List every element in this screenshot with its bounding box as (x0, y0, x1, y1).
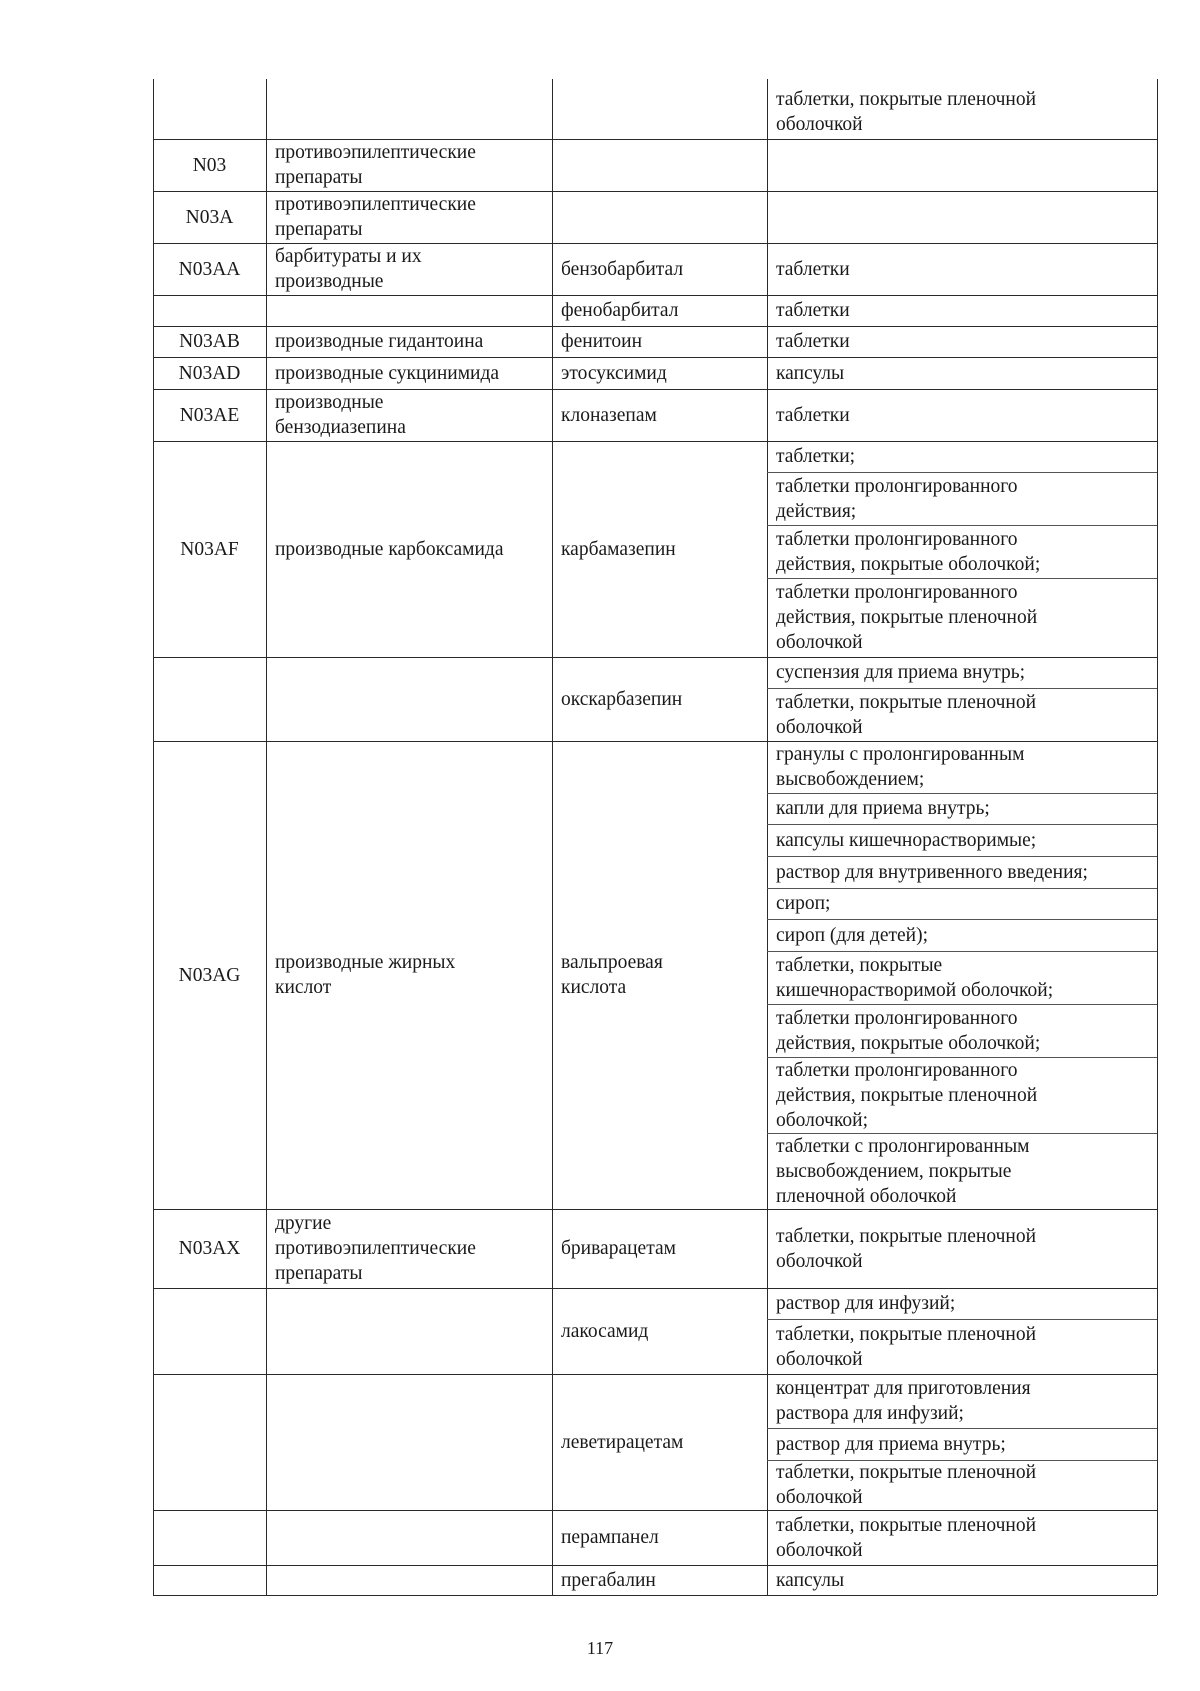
drug-name-cell (552, 1209, 767, 1288)
atc-code-cell (153, 1510, 266, 1565)
drug-name-cell-text: фенобарбитал (561, 300, 679, 321)
group-name-cell (266, 1288, 552, 1374)
drug-name-cell-text: леветирацетам (561, 1431, 684, 1453)
group-name-cell-text: производные бензодиазепина (275, 392, 406, 438)
atc-code-cell (153, 85, 266, 139)
group-name-cell (266, 389, 552, 441)
page-number: 117 (586, 1638, 614, 1658)
drug-name-cell (552, 1565, 767, 1595)
dosage-form-cell-text: таблетки пролонгированного действия; (776, 475, 1018, 522)
drug-name-cell (552, 326, 767, 357)
group-name-cell (266, 1565, 552, 1595)
dosage-form-cell-text: концентрат для приготовления раствора для инфузий; (776, 1378, 1031, 1424)
dosage-form-cell-text: капсулы (776, 1569, 845, 1591)
dosage-form-cell (767, 1288, 1157, 1319)
dosage-form-cell-text: сироп (для детей); (776, 924, 928, 946)
dosage-form-cell-text: сироп; (776, 893, 831, 914)
atc-code-cell (153, 357, 266, 389)
dosage-form-cell (767, 688, 1157, 741)
atc-code-cell (153, 139, 266, 191)
atc-code-cell (153, 389, 266, 441)
atc-code-cell (153, 191, 266, 243)
dosage-form-cell-text: капли для приема внутрь; (776, 798, 990, 819)
dosage-form-cell (767, 1133, 1157, 1209)
dosage-form-cell (767, 824, 1157, 856)
dosage-form-cell (767, 1057, 1157, 1133)
dosage-form-cell (767, 793, 1157, 824)
drug-name-cell (552, 741, 767, 1209)
atc-code-cell (153, 441, 266, 657)
drug-name-cell (552, 85, 767, 139)
drug-name-cell (552, 357, 767, 389)
atc-code-cell (153, 326, 266, 357)
drug-name-cell-text: бриварацетам (561, 1238, 676, 1259)
group-name-cell (266, 139, 552, 191)
group-name-cell (266, 1374, 552, 1510)
group-name-cell (266, 657, 552, 741)
dosage-form-cell-text: таблетки (776, 404, 850, 426)
dosage-form-cell-text: гранулы с пролонгированным высвобождением; (776, 744, 1025, 790)
group-name-cell (266, 357, 552, 389)
drug-name-cell (552, 441, 767, 657)
atc-code-cell-text: N03A (185, 206, 234, 228)
dosage-form-cell-text: таблетки пролонгированного действия, покрытые пленочной оболочкой; (776, 1059, 1038, 1131)
atc-code-cell-text: N03AF (180, 538, 239, 560)
dosage-form-cell (767, 525, 1157, 578)
group-name-cell (266, 1510, 552, 1565)
dosage-form-cell (767, 326, 1157, 357)
dosage-form-cell-text: таблетки; (776, 446, 856, 467)
dosage-form-cell-text: раствор для инфузий; (776, 1293, 956, 1314)
dosage-form-cell (767, 357, 1157, 389)
group-name-cell-text: производные карбоксамида (275, 538, 504, 560)
group-name-cell (266, 243, 552, 295)
dosage-form-cell (767, 1209, 1157, 1288)
dosage-form-cell-text: таблетки, покрытые пленочной оболочкой (776, 1462, 1037, 1508)
drug-name-cell-text: карбамазепин (561, 538, 676, 560)
atc-code-cell (153, 741, 266, 1209)
dosage-form-cell-text: суспензия для приема внутрь; (776, 662, 1026, 683)
dosage-form-cell (767, 85, 1157, 139)
dosage-form-cell (767, 657, 1157, 688)
drug-name-cell-text: вальпроевая кислота (561, 952, 663, 998)
group-name-cell (266, 85, 552, 139)
dosage-form-cell (767, 295, 1157, 326)
dosage-form-cell (767, 441, 1157, 472)
drug-name-cell (552, 1374, 767, 1510)
dosage-form-cell-text: раствор для внутривенного введения; (776, 861, 1088, 883)
atc-code-cell (153, 295, 266, 326)
drug-name-cell-text: этосуксимид (561, 362, 667, 384)
atc-code-cell-text: N03AB (179, 331, 240, 352)
drug-name-cell (552, 295, 767, 326)
dosage-form-cell (767, 888, 1157, 919)
atc-code-cell (153, 1374, 266, 1510)
dosage-form-cell (767, 919, 1157, 951)
group-name-cell-text: другие противоэпилептические препараты (275, 1213, 476, 1284)
dosage-form-cell (767, 1428, 1157, 1460)
drug-name-cell-text: окскарбазепин (561, 688, 683, 710)
dosage-form-cell-text: капсулы (776, 362, 845, 384)
drug-name-cell (552, 657, 767, 741)
dosage-form-cell-text: таблетки (776, 258, 850, 280)
drug-name-cell-text: клоназепам (561, 404, 657, 426)
dosage-form-cell-text: раствор для приема внутрь; (776, 1433, 1006, 1455)
group-name-cell (266, 326, 552, 357)
drug-name-cell-text: прегабалин (561, 1569, 656, 1591)
atc-code-cell (153, 1565, 266, 1595)
dosage-form-cell (767, 139, 1157, 191)
drug-name-cell (552, 389, 767, 441)
atc-code-cell (153, 657, 266, 741)
group-name-cell-text: противоэпилептические препараты (275, 142, 476, 188)
table-rule (153, 1595, 1157, 1596)
dosage-form-cell-text: таблетки, покрытые кишечнорастворимой оболочкой; (776, 954, 1054, 1001)
drug-name-cell (552, 1288, 767, 1374)
dosage-form-cell (767, 578, 1157, 657)
drug-name-cell (552, 243, 767, 295)
atc-code-cell-text: N03AE (179, 404, 240, 426)
dosage-form-cell (767, 389, 1157, 441)
dosage-form-cell (767, 1004, 1157, 1057)
dosage-form-cell (767, 741, 1157, 793)
dosage-form-cell-text: таблетки, покрытые пленочной оболочкой (776, 1514, 1037, 1561)
dosage-form-cell (767, 1460, 1157, 1510)
dosage-form-cell (767, 1565, 1157, 1595)
atc-code-cell (153, 243, 266, 295)
atc-code-cell-text: N03 (192, 154, 227, 176)
group-name-cell-text: противоэпилептические препараты (275, 194, 476, 240)
dosage-form-cell (767, 472, 1157, 525)
drug-name-cell-text: перампанел (561, 1527, 659, 1548)
group-name-cell (266, 741, 552, 1209)
dosage-form-cell (767, 243, 1157, 295)
dosage-form-cell (767, 191, 1157, 243)
dosage-form-cell (767, 1374, 1157, 1428)
atc-code-cell-text: N03AG (178, 964, 241, 986)
group-name-cell (266, 1209, 552, 1288)
group-name-cell (266, 441, 552, 657)
dosage-form-cell-text: таблетки пролонгированного действия, покрытые оболочкой; (776, 1007, 1041, 1054)
drug-name-cell (552, 1510, 767, 1565)
drug-name-cell-text: бензобарбитал (561, 258, 684, 280)
dosage-form-cell-text: таблетки, покрытые пленочной оболочкой (776, 691, 1037, 738)
group-name-cell-text: производные гидантоина (275, 331, 484, 352)
dosage-form-cell (767, 1319, 1157, 1374)
drug-name-cell-text: лакосамид (561, 1320, 649, 1342)
table-rule (1157, 79, 1158, 1595)
group-name-cell (266, 191, 552, 243)
dosage-form-cell-text: таблетки пролонгированного действия, покрытые пленочной оболочкой (776, 582, 1038, 653)
group-name-cell (266, 295, 552, 326)
drug-name-cell-text: фенитоин (561, 331, 643, 352)
dosage-form-cell-text: таблетки (776, 331, 850, 352)
dosage-form-cell-text: таблетки пролонгированного действия, покрытые оболочкой; (776, 528, 1041, 575)
dosage-form-cell (767, 856, 1157, 888)
atc-code-cell-text: N03AA (178, 258, 241, 280)
atc-code-cell-text: N03AX (178, 1238, 241, 1259)
drug-name-cell (552, 139, 767, 191)
dosage-form-cell-text: таблетки, покрытые пленочной оболочкой (776, 1225, 1037, 1272)
dosage-form-cell-text: таблетки, покрытые пленочной оболочкой (776, 89, 1037, 135)
dosage-form-cell-text: таблетки (776, 300, 850, 321)
atc-code-cell (153, 1209, 266, 1288)
atc-code-cell-text: N03AD (178, 362, 241, 384)
atc-code-cell (153, 1288, 266, 1374)
dosage-form-cell (767, 951, 1157, 1004)
group-name-cell-text: производные сукцинимида (275, 362, 500, 384)
group-name-cell-text: барбитураты и их производные (275, 246, 422, 292)
dosage-form-cell-text: таблетки, покрытые пленочной оболочкой (776, 1323, 1037, 1370)
dosage-form-cell-text: таблетки с пролонгированным высвобождением, покрытые пленочной оболочкой (776, 1135, 1030, 1207)
group-name-cell-text: производные жирных кислот (275, 952, 456, 998)
dosage-form-cell-text: капсулы кишечнорастворимые; (776, 829, 1037, 851)
drug-name-cell (552, 191, 767, 243)
dosage-form-cell (767, 1510, 1157, 1565)
